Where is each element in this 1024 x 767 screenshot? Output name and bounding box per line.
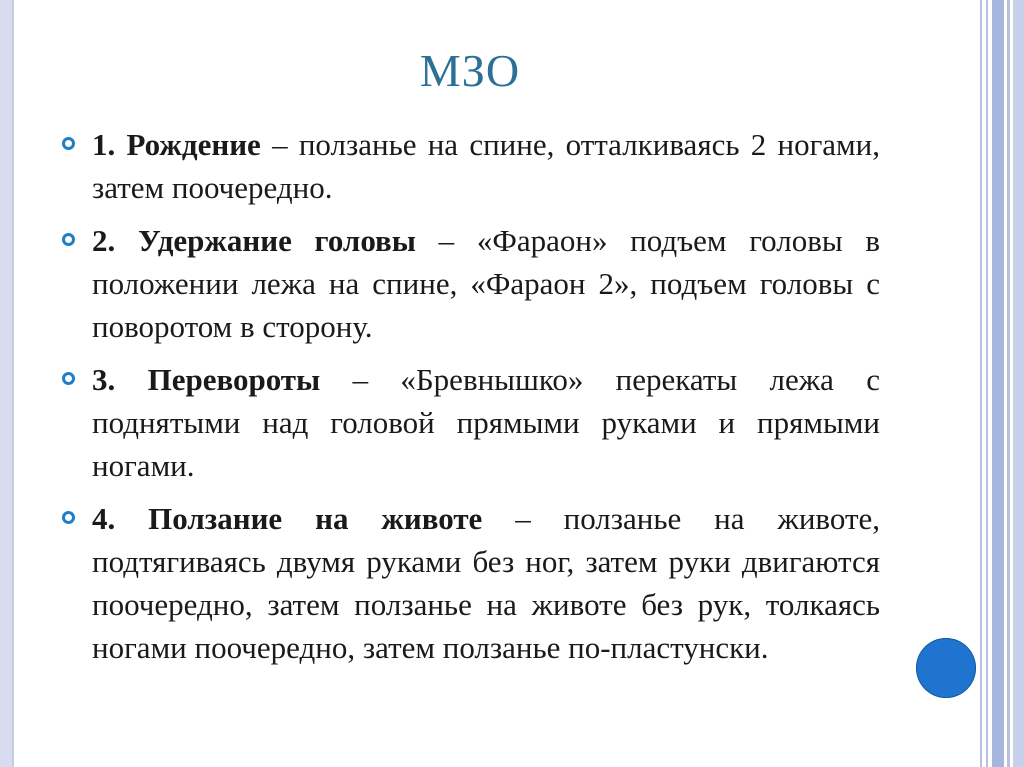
left-frame-border (0, 0, 13, 767)
decorative-circle-icon (916, 638, 976, 698)
item-number: 4. (92, 501, 149, 536)
item-text: – «Бревнышко» перекаты лежа с поднятыми над головой прямыми руками и прямыми ногами. (92, 362, 881, 483)
right-frame-stripe (1013, 0, 1024, 767)
item-text: – «Фараон» подъем головы в положении лежа на спине, «Фараон 2», подъем головы с поворотом в сторону. (92, 223, 880, 344)
item-heading: Перевороты (147, 362, 321, 397)
list-item (60, 123, 880, 209)
item-number: 1. (92, 127, 127, 162)
right-frame-stripe (980, 0, 982, 767)
item-number: 3. (92, 362, 148, 397)
right-frame-decoration (980, 0, 1024, 767)
bullet-icon (62, 511, 75, 524)
item-number: 2. (92, 223, 138, 258)
bullet-list (60, 123, 880, 679)
list-item (60, 358, 880, 487)
list-item (60, 497, 880, 669)
item-text: – ползанье на животе, подтягиваясь двумя руками без ног, затем руки двигаются поочередно, затем ползанье на животе без рук, толкаясь ногами поочередно, затем ползанье по-пластунски. (92, 501, 881, 665)
right-frame-stripe (1007, 0, 1010, 767)
item-heading: Рождение (126, 127, 261, 162)
item-heading: Ползание на животе (148, 501, 483, 536)
bullet-icon (62, 372, 75, 385)
bullet-icon (62, 137, 75, 150)
right-frame-stripe (992, 0, 1004, 767)
slide-title: МЗО (419, 45, 521, 96)
item-text: – ползанье на спине, отталкиваясь 2 ногами, затем поочередно. (92, 127, 881, 205)
bullet-icon (62, 233, 75, 246)
item-heading: Удержание головы (137, 223, 416, 258)
list-item (60, 219, 880, 348)
left-frame-line (13, 0, 14, 767)
right-frame-stripe (986, 0, 988, 767)
